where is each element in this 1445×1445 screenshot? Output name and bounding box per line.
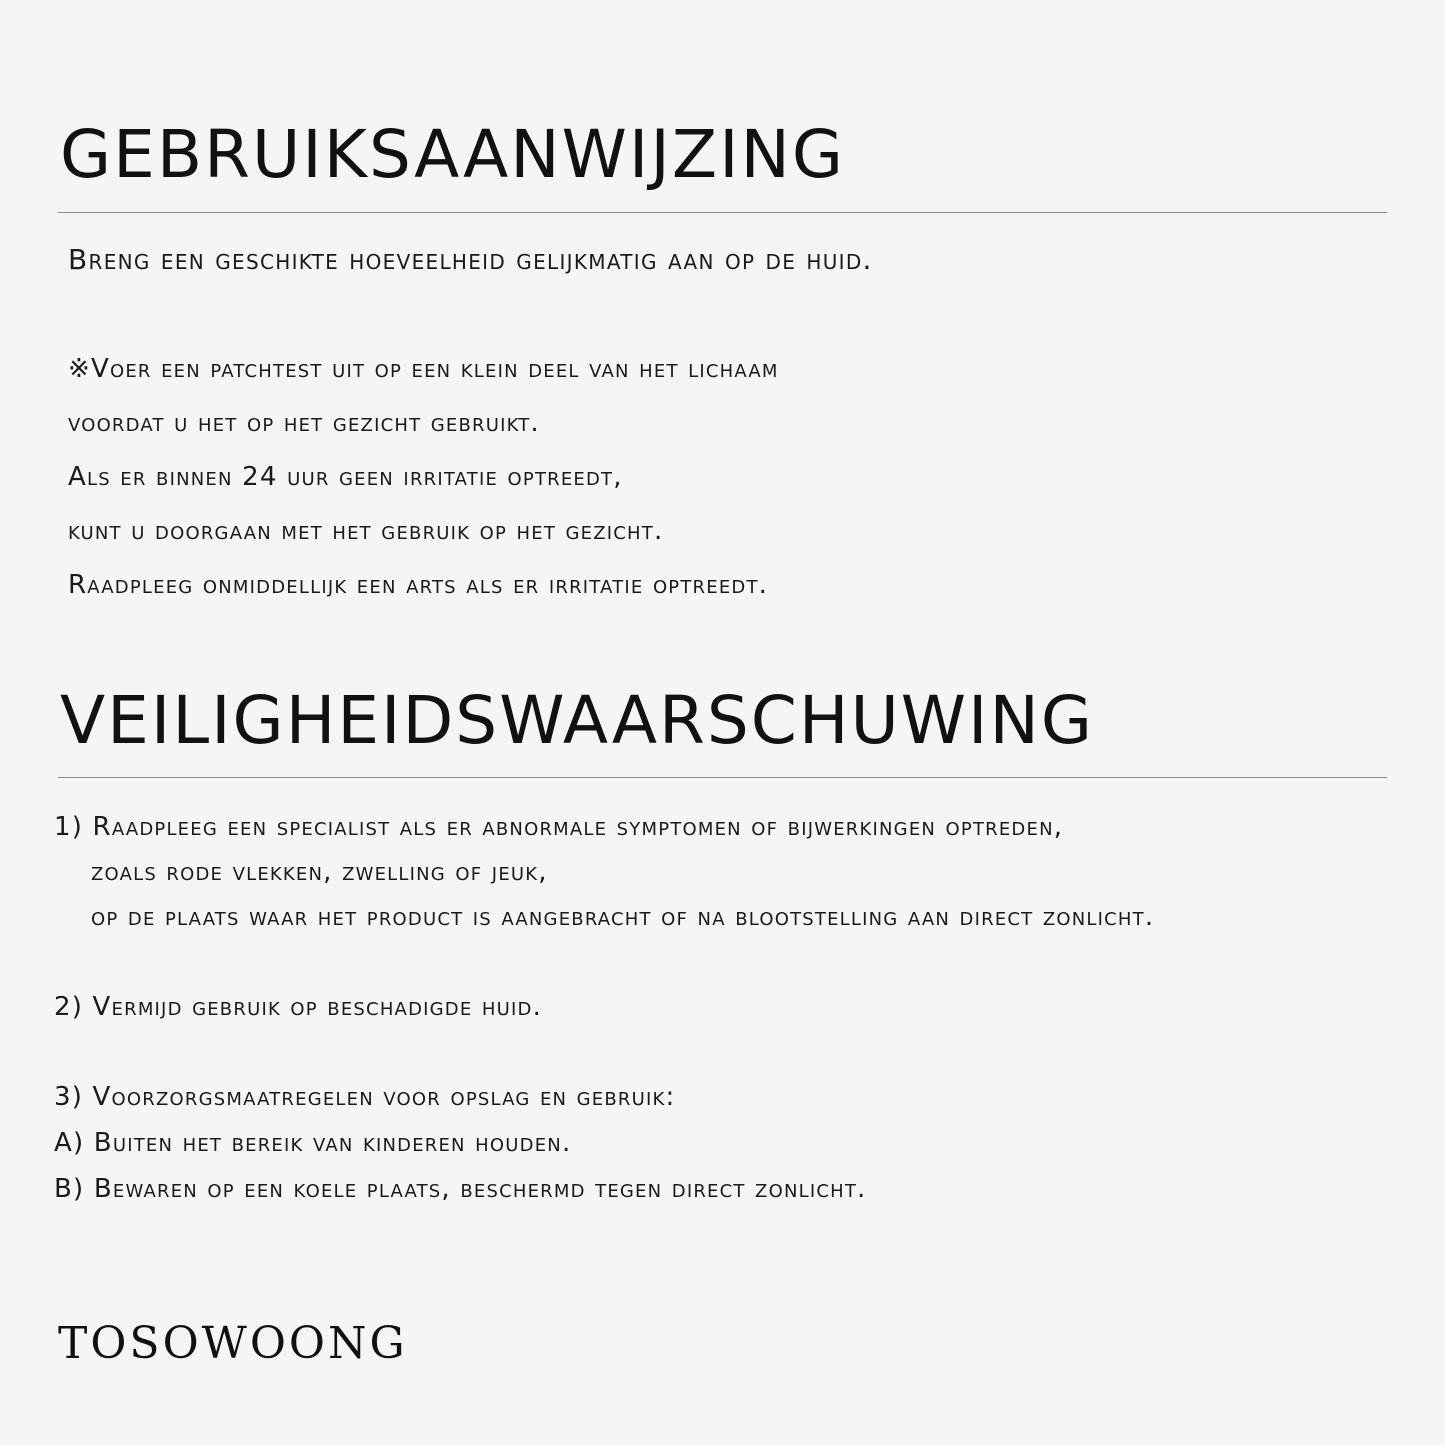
safety-heading: VEILIGHEIDSWAARSCHUWING [60,682,1095,759]
safety-item-1-line: 1) Raadpleeg een specialist als er abnormale symptomen of bijwerkingen optreden, [54,812,1064,842]
usage-instruction: Breng een geschikte hoeveelheid gelijkmatig aan op de huid. [68,243,873,276]
safety-item-3-line: B) Bewaren op een koele plaats, beschermd tegen direct zonlicht. [54,1174,867,1204]
safety-item-3-line: 3) Voorzorgsmaatregelen voor opslag en gebruik: [54,1082,676,1112]
safety-item-2: 2) Vermijd gebruik op beschadigde huid. [54,992,543,1022]
usage-heading: GEBRUIKSAANWIJZING [60,116,846,193]
usage-note-line: Raadpleeg onmiddellijk een arts als er irritatie optreedt. [68,570,769,600]
safety-item-3-line: A) Buiten het bereik van kinderen houden. [54,1128,572,1158]
usage-note-line: Als er binnen 24 uur geen irritatie optreedt, [68,462,623,492]
safety-item-1-line: op de plaats waar het product is aangebracht of na blootstelling aan direct zonlicht. [91,902,1155,932]
usage-divider [58,212,1387,213]
usage-note-line: ※Voer een patchtest uit op een klein deel van het lichaam [68,354,779,384]
usage-note-line: kunt u doorgaan met het gebruik op het gezicht. [68,516,664,546]
safety-divider [58,777,1387,778]
usage-note-line: voordat u het op het gezicht gebruikt. [68,408,540,438]
brand-logo-text: TOSOWOONG [58,1318,408,1369]
safety-item-1-line: zoals rode vlekken, zwelling of jeuk, [91,857,548,887]
